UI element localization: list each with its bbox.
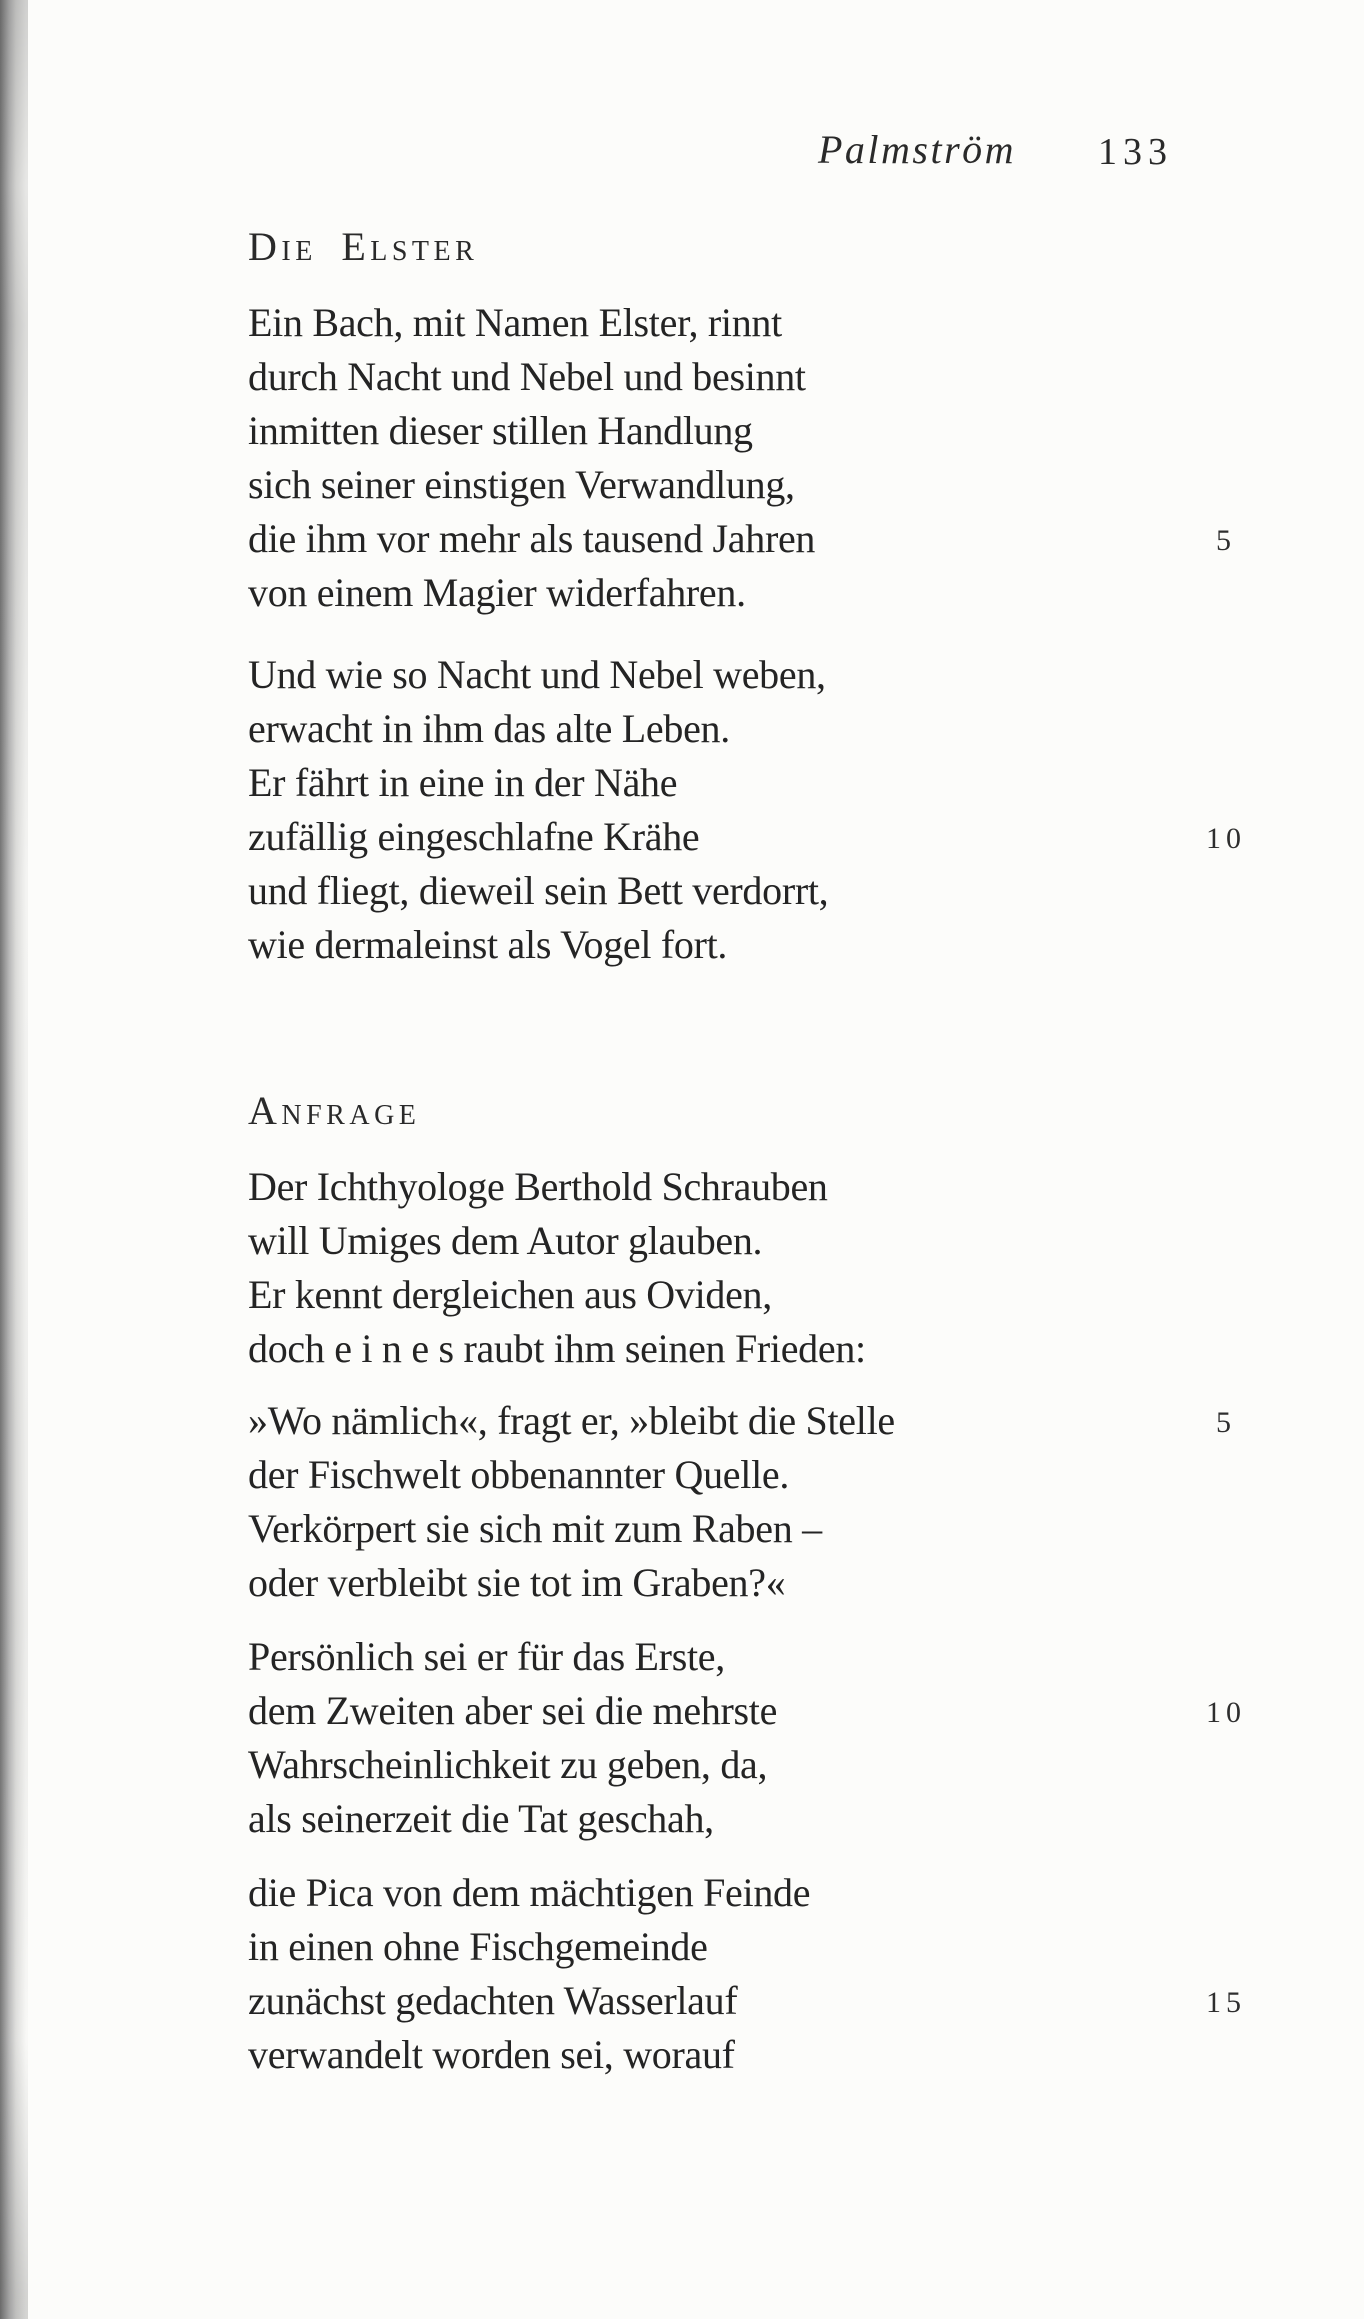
poem-line — [248, 1268, 1328, 1322]
poem-line — [248, 2028, 1328, 2082]
poem-line — [248, 1322, 1328, 1376]
poem-line — [248, 1214, 1328, 1268]
poem-line-text: sich seiner einstigen Verwandlung, — [248, 462, 795, 507]
poem-line — [248, 350, 1328, 404]
line-number-marker: 5 — [1216, 524, 1236, 557]
poem-line-text: Der Ichthyologe Berthold Schrauben — [248, 1164, 828, 1209]
poem-line — [248, 1920, 1328, 1974]
poem-line-text: verwandelt worden sei, worauf — [248, 2032, 735, 2077]
line-number-marker: 15 — [1206, 1986, 1246, 2019]
stanza-anfrage-3 — [248, 1630, 1328, 1846]
poem-line-text: die ihm vor mehr als tausend Jahren — [248, 516, 816, 561]
poem-line-text: und fliegt, dieweil sein Bett verdorrt, — [248, 868, 829, 913]
poem-line — [248, 566, 1328, 620]
running-title: Palmström — [818, 127, 1017, 172]
poem-line — [248, 1556, 1328, 1610]
poem-line — [248, 810, 1328, 864]
stanza-anfrage-4 — [248, 1866, 1328, 2082]
poem-line-text: dem Zweiten aber sei die mehrste — [248, 1688, 778, 1733]
poem-line — [248, 1394, 1328, 1448]
poem-line-text: Verkörpert sie sich mit zum Raben – — [248, 1506, 822, 1551]
poem-line-text: zunächst gedachten Wasserlauf — [248, 1978, 738, 2023]
poem-line-text: der Fischwelt obbenannter Quelle. — [248, 1452, 790, 1497]
poem-line-text: Wahrscheinlichkeit zu geben, da, — [248, 1742, 768, 1787]
poem-line — [248, 756, 1328, 810]
poem-line-text: Er fährt in eine in der Nähe — [248, 760, 678, 805]
poem-line-text: erwacht in ihm das alte Leben. — [248, 706, 730, 751]
poem-line — [248, 1448, 1328, 1502]
poem-line-text: wie dermaleinst als Vogel fort. — [248, 922, 728, 967]
poem-line — [248, 1738, 1328, 1792]
poem-line — [248, 1502, 1328, 1556]
poem-line — [248, 1684, 1328, 1738]
poem-line — [248, 404, 1328, 458]
stanza-die-elster-1 — [248, 296, 1328, 620]
line-number-marker: 5 — [1216, 1406, 1236, 1439]
poem-line — [248, 864, 1328, 918]
poem-line-text: die Pica von dem mächtigen Feinde — [248, 1870, 811, 1915]
poem-line — [248, 512, 1328, 566]
poem-line — [248, 296, 1328, 350]
stanza-die-elster-2 — [248, 648, 1328, 972]
poem-line-text: als seinerzeit die Tat geschah, — [248, 1796, 714, 1841]
poem-line-text: doch e i n e s raubt ihm seinen Frieden: — [248, 1326, 866, 1371]
poem-line-text: Er kennt dergleichen aus Oviden, — [248, 1272, 772, 1317]
page-number: 133 — [1098, 131, 1173, 173]
poem-line-text: Persönlich sei er für das Erste, — [248, 1634, 725, 1679]
poem-title-anfrage: Anfrage — [248, 1088, 421, 1133]
poem-line-text: zufällig eingeschlafne Krähe — [248, 814, 700, 859]
poem-line — [248, 1630, 1328, 1684]
line-number-marker: 10 — [1206, 1696, 1246, 1729]
poem-line — [248, 702, 1328, 756]
poem-line-text: will Umiges dem Autor glauben. — [248, 1218, 763, 1263]
line-number-marker: 10 — [1206, 822, 1246, 855]
poem-line — [248, 458, 1328, 512]
poem-line-text: durch Nacht und Nebel und besinnt — [248, 354, 806, 399]
stanza-anfrage-2 — [248, 1394, 1328, 1610]
poem-line-text: »Wo nämlich«, fragt er, »bleibt die Stelle — [248, 1398, 895, 1443]
poem-line-text: Und wie so Nacht und Nebel weben, — [248, 652, 826, 697]
scan-gutter-shadow — [0, 0, 28, 2319]
poem-line — [248, 1160, 1328, 1214]
poem-title-die-elster: Die Elster — [248, 224, 479, 269]
poem-line — [248, 1866, 1328, 1920]
poem-line-text: Ein Bach, mit Namen Elster, rinnt — [248, 300, 782, 345]
poem-line — [248, 918, 1328, 972]
poem-line — [248, 648, 1328, 702]
poem-line-text: inmitten dieser stillen Handlung — [248, 408, 753, 453]
stanza-anfrage-1 — [248, 1160, 1328, 1376]
poem-line — [248, 1974, 1328, 2028]
poem-line-text: in einen ohne Fischgemeinde — [248, 1924, 708, 1969]
poem-line-text: oder verbleibt sie tot im Graben?« — [248, 1560, 786, 1605]
poem-line — [248, 1792, 1328, 1846]
poem-line-text: von einem Magier widerfahren. — [248, 570, 746, 615]
